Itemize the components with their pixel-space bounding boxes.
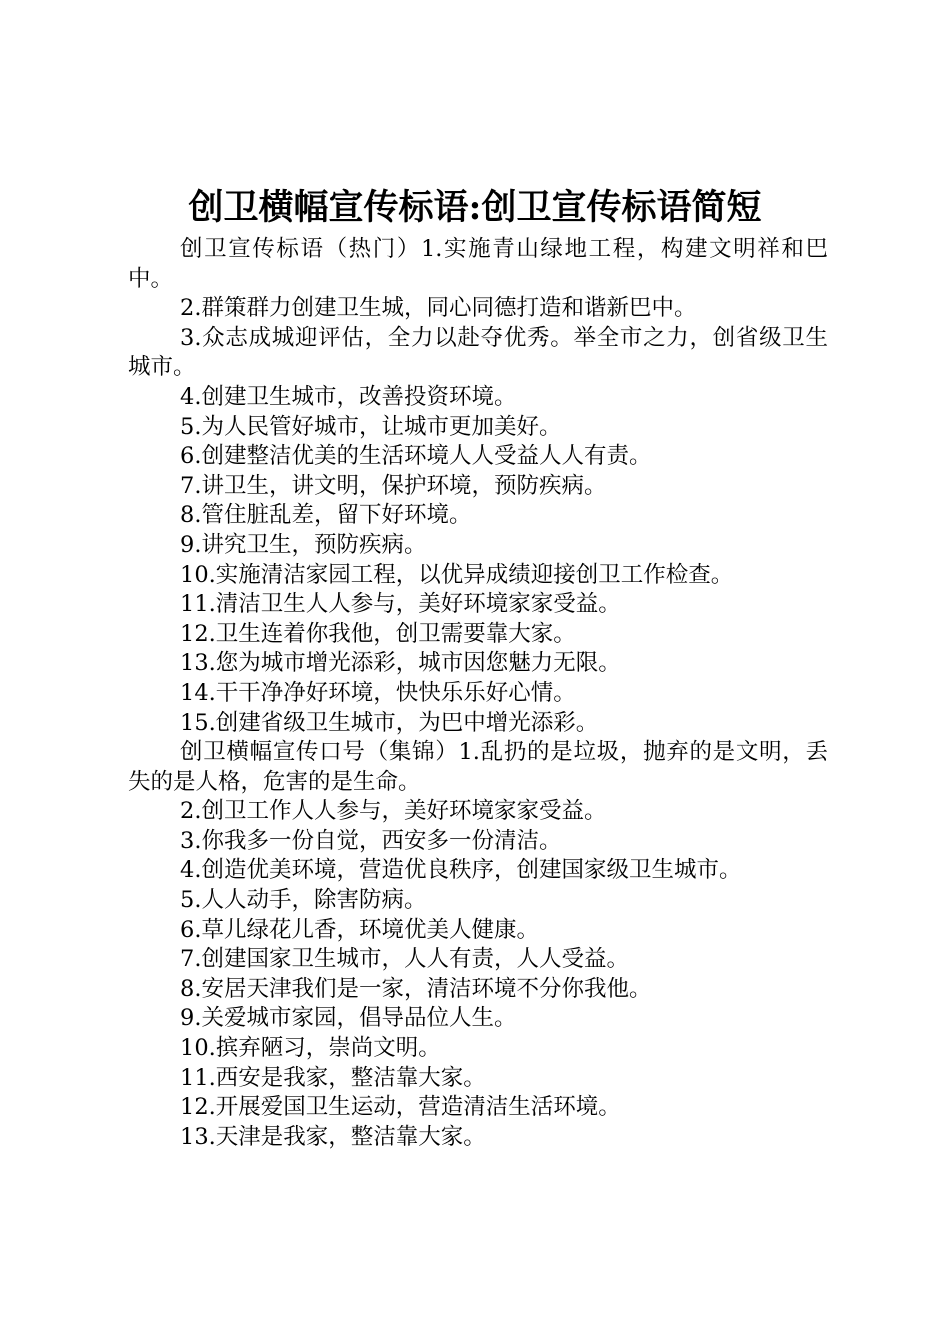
paragraph: 2.创卫工作人人参与，美好环境家家受益。: [180, 798, 607, 825]
paragraph: 9.关爱城市家园，倡导品位人生。: [180, 1005, 517, 1032]
paragraph: 15.创建省级卫生城市，为巴中增光添彩。: [180, 709, 599, 736]
paragraph: 2.群策群力创建卫生城，同心同德打造和谐新巴中。: [180, 295, 697, 322]
paragraph: 3.你我多一份自觉，西安多一份清洁。: [180, 827, 562, 854]
paragraph: 13.天津是我家，整洁靠大家。: [180, 1123, 486, 1150]
paragraph: 14.干干净净好环境，快快乐乐好心情。: [180, 679, 576, 706]
paragraph: 11.清洁卫生人人参与，美好环境家家受益。: [180, 591, 621, 618]
paragraph: 8.安居天津我们是一家，清洁环境不分你我他。: [180, 975, 652, 1002]
paragraph: 11.西安是我家，整洁靠大家。: [180, 1064, 486, 1091]
paragraph: 4.创造优美环境，营造优良秩序，创建国家级卫生城市。: [180, 857, 742, 884]
document-body: [128, 235, 828, 1152]
paragraph: 13.您为城市增光添彩，城市因您魅力无限。: [180, 650, 621, 677]
paragraph: 10.摈弃陋习，崇尚文明。: [180, 1035, 441, 1062]
paragraph: 7.创建国家卫生城市，人人有责，人人受益。: [180, 946, 629, 973]
paragraph: 12.卫生连着你我他，创卫需要靠大家。: [180, 620, 576, 647]
paragraph: 10.实施清洁家园工程，以优异成绩迎接创卫工作检查。: [180, 561, 734, 588]
paragraph: 7.讲卫生，讲文明，保护环境，预防疾病。: [180, 472, 607, 499]
paragraph: 3.众志成城迎评估，全力以赴夺优秀。举全市之力，创省级卫生城市。: [128, 324, 828, 381]
paragraph: 5.人人动手，除害防病。: [180, 887, 427, 914]
paragraph: 6.草儿绿花儿香，环境优美人健康。: [180, 916, 539, 943]
document-title: 创卫横幅宣传标语:创卫宣传标语简短: [188, 187, 762, 228]
paragraph: 创卫宣传标语（热门）1.实施青山绿地工程，构建文明祥和巴中。: [128, 236, 828, 292]
paragraph: 5.为人民管好城市，让城市更加美好。: [180, 413, 562, 440]
paragraph: 6.创建整洁优美的生活环境人人受益人人有责。: [180, 443, 652, 470]
paragraph: 创卫横幅宣传口号（集锦）1.乱扔的是垃圾，抛弃的是文明，丢失的是人格，危害的是生命。: [128, 739, 828, 795]
paragraph: 9.讲究卫生，预防疾病。: [180, 531, 427, 558]
paragraph: 4.创建卫生城市，改善投资环境。: [180, 383, 517, 410]
paragraph: 12.开展爱国卫生运动，营造清洁生活环境。: [180, 1094, 621, 1121]
paragraph: 8.管住脏乱差，留下好环境。: [180, 502, 472, 529]
